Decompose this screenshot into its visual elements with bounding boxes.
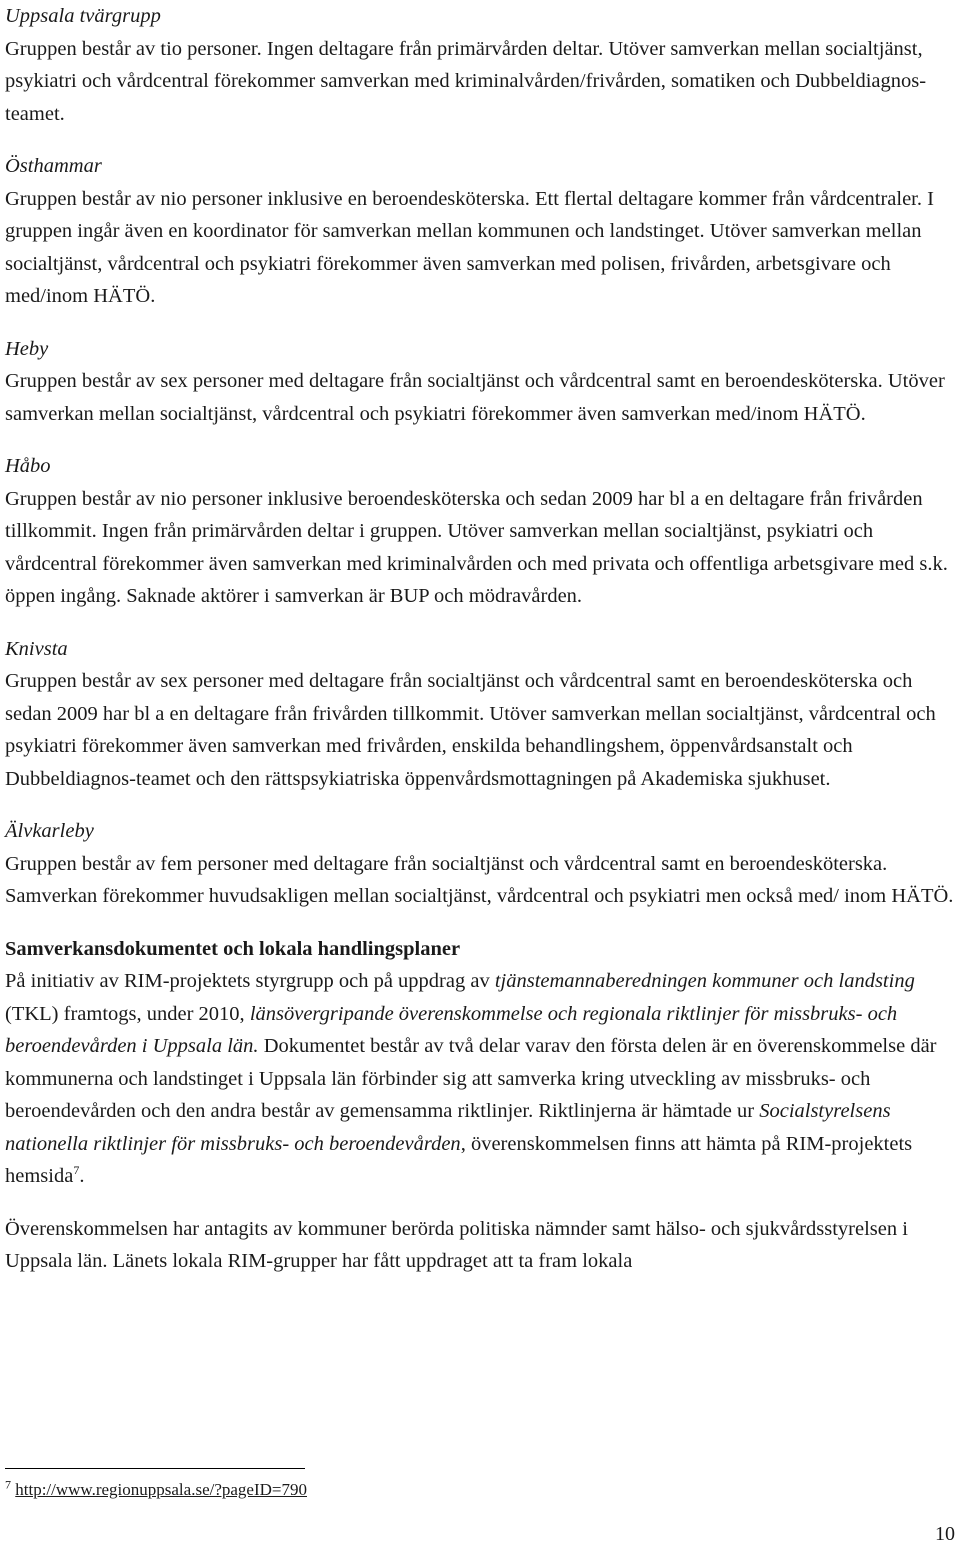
section-alvkarleby — [5, 815, 955, 913]
section-title: Älvkarleby — [5, 820, 94, 842]
section-text: Gruppen består av nio personer inklusive beroendesköterska och sedan 2009 har bl a en deltagare från frivården tillkommit. Ingen från primärvården deltar i gruppen. Utöver samverkan mellan socialtjänst, psykiatri och vårdcentral förekommer även samverkan med kriminalvården och med privata och offentliga arbetsgivare med s.k. öppen ingång. Saknade aktörer i samverkan är BUP och mödravården. — [5, 487, 948, 607]
footnote-reference: 7 — [73, 1163, 80, 1178]
section-knivsta — [5, 633, 955, 796]
text-run: , överenskommelsen finns att hämta på RIM-projektets hemsida — [5, 1132, 913, 1187]
text-run: (TKL) framtogs, under 2010, — [5, 1002, 250, 1025]
section-habo — [5, 450, 955, 613]
section-heading: Samverkansdokumentet och lokala handlingsplaner — [5, 937, 461, 960]
section-title: Håbo — [5, 455, 51, 477]
section-text: Gruppen består av sex personer med deltagare från socialtjänst och vårdcentral samt en beroendesköterska och sedan 2009 har bl a en deltagare från frivården tillkommit. Utöver samverkan mellan socialtjänst, vårdcentral och psykiatri förekommer även samverkan med frivården, enskilda behandlingshem, öppenvårdsanstalt och Dubbeldiagnos-teamet och den rättspsykiatriska öppenvårdsmottagningen på Akademiska sjukhuset. — [5, 670, 936, 790]
section-text: Gruppen består av sex personer med deltagare från socialtjänst och vårdcentral samt en beroendesköterska. Utöver samverkan mellan socialtjänst, vårdcentral och psykiatri förekommer även samverkan med/inom HÄTÖ. — [5, 370, 945, 425]
text-run: På initiativ av RIM-projektets styrgrupp och på uppdrag av — [5, 970, 495, 992]
section-title: Uppsala tvärgrupp — [5, 5, 161, 27]
section-text: Gruppen består av tio personer. Ingen deltagare från primärvården deltar. Utöver samverkan mellan socialtjänst, psykiatri och vårdcentral förekommer samverkan med kriminalvården/frivården, somatiken och Dubbeldiagnos-teamet. — [5, 37, 927, 125]
italic-run: Socialstyrelsens nationella riktlinjer för missbruks- och beroendevården — [5, 1100, 891, 1155]
samverkan-paragraph-2: Överenskommelsen har antagits av kommuner berörda politiska nämnder samt hälso- och sjukvårdsstyrelsen i Uppsala län. Länets lokala RIM-grupper har fått uppdraget att ta fram lokala — [5, 1217, 908, 1272]
samverkan-paragraph-1 — [5, 965, 955, 1193]
section-heby — [5, 333, 955, 431]
section-samverkan — [5, 933, 955, 1278]
section-text: Gruppen består av nio personer inklusive en beroendesköterska. Ett flertal deltagare kommer från vårdcentraler. I gruppen ingår även en koordinator för samverkan mellan kommunen och landstinget. Utöver samverkan mellan socialtjänst, vårdcentral och psykiatri förekommer även samverkan med polisen, frivården, arbetsgivare och med/inom HÄTÖ. — [5, 187, 934, 307]
section-title: Heby — [5, 337, 49, 360]
section-uppsala — [5, 0, 955, 130]
section-title: Knivsta — [5, 637, 68, 660]
section-title: Östhammar — [5, 155, 102, 177]
section-osthammar — [5, 150, 955, 313]
page-number: 10 — [935, 1523, 955, 1545]
text-run: . — [79, 1165, 85, 1187]
italic-run: länsövergripande överenskommelse och regionala riktlinjer för missbruks- och beroendevården i Uppsala län. — [5, 1002, 898, 1057]
section-text: Gruppen består av fem personer med deltagare från socialtjänst och vårdcentral samt en beroendesköterska. Samverkan förekommer huvudsakligen mellan socialtjänst, vårdcentral och psykiatri men också med/ inom HÄTÖ. — [5, 852, 954, 907]
italic-run: tjänstemannaberedningen kommuner och landsting — [494, 970, 915, 992]
footnote — [5, 1478, 307, 1502]
document-page — [5, 0, 955, 1278]
text-run: Dokumentet består av två delar varav den första delen är en överenskommelse där kommunerna och landstinget i Uppsala län förbinder sig att samverka kring utveckling av missbruks- och beroendevården och den andra består av gemensamma riktlinjer. Riktlinjerna är hämtade ur — [5, 1035, 937, 1122]
footnote-number: 7 — [5, 1477, 11, 1492]
footnote-divider — [5, 1468, 305, 1469]
footnote-link[interactable]: http://www.regionuppsala.se/?pageID=790 — [15, 1480, 307, 1499]
